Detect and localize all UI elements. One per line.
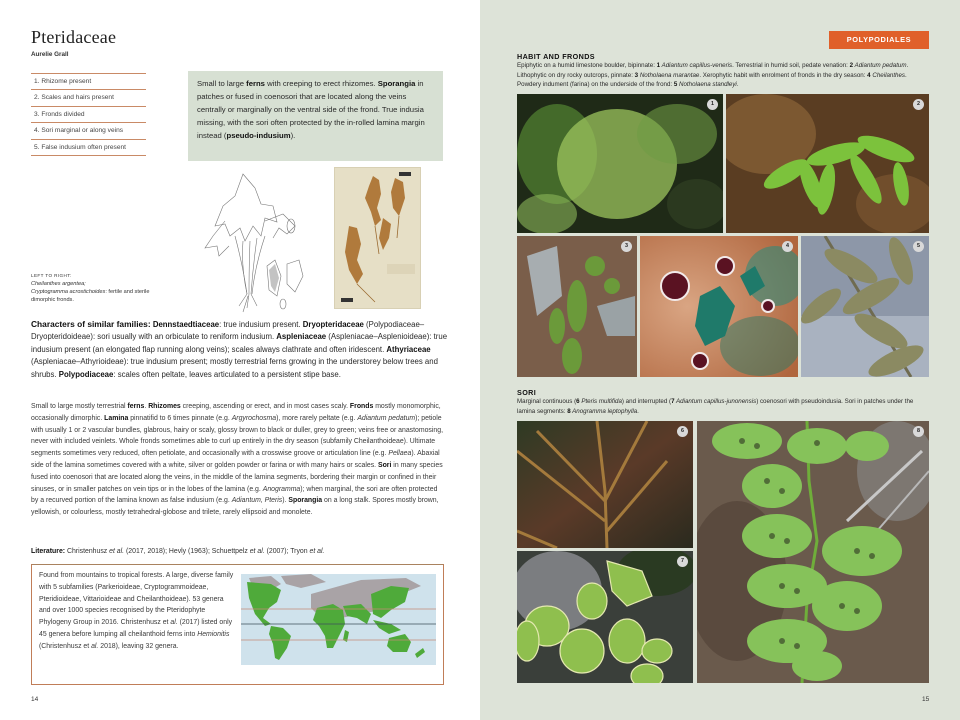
photo-3-notholaena-marantae (517, 236, 637, 377)
botanical-line-drawing (195, 166, 323, 314)
habit-caption: Epiphytic on a humid limestone boulder, bipinnate: 1 Adiantum capillus-veneris. Terrestrial in humid soil, pedate venation: 2 Adiantum pedatum. Lithophytic on dry rocky outcrops, pinnate: 3 Notholaena marantae. Xerophytic habit with enrolment of fronds in the dry season: 4 Cheilanthes. Powdery indument (farina) on the underside of the frond: 5 Notholaena standleyi. (517, 62, 909, 89)
photo-number-badge: 7 (677, 556, 688, 567)
figure-caption: LEFT TO RIGHT: Cheilanthes argentea; Cryptogramma acrostichoides: fertile and sterile dimorphic fronds. (31, 273, 150, 303)
author-name: Aurelie Grall (31, 51, 69, 58)
page-number-left: 14 (31, 696, 39, 703)
photo-number-badge: 3 (621, 241, 632, 252)
character-item: 5. False indusium often present (31, 140, 146, 156)
photo-number-badge: 1 (707, 99, 718, 110)
literature-references: Literature: Christenhusz et al. (2017, 2018); Hevly (1963); Schuettpelz et al. (2007); Tryon et al. (31, 548, 325, 555)
photo-number-badge: 6 (677, 426, 688, 437)
distribution-box (31, 564, 444, 685)
photo-number-badge: 8 (913, 426, 924, 437)
photo-6-pteris-multifida (517, 421, 693, 548)
photo-8-anogramma-leptophylla (697, 421, 929, 683)
photo-1-adiantum-capillus-veneris (517, 94, 723, 233)
herbarium-specimen-image (334, 167, 421, 309)
photo-number-badge: 5 (913, 241, 924, 252)
summary-box: Small to large ferns with creeping to erect rhizomes. Sporangia in patches or fused in coenosori that are located along the veins centrally or marginally on the ventral side of the frond. True indusia missing, with the sori often protected by the in-rolled lamina margin instead (pseudo-indusium). (188, 71, 443, 161)
photo-4-cheilanthes (640, 236, 798, 377)
character-item: 3. Fronds divided (31, 107, 146, 123)
character-item: 1. Rhizome present (31, 74, 146, 90)
photo-7-adiantum-capillus-junonensis (517, 551, 693, 683)
family-title: Pteridaceae (31, 27, 117, 47)
page-number-right: 15 (922, 696, 930, 703)
habit-heading: HABIT AND FRONDS (517, 52, 596, 61)
character-item: 4. Sori marginal or along veins (31, 123, 146, 139)
order-tag: POLYPODIALES (829, 31, 929, 49)
character-item: 2. Scales and hairs present (31, 90, 146, 106)
sori-caption: Marginal continuous (6 Pteris multifida) and interrupted (7 Adiantum capillus-junonensis) coenosori with pseudoindusia. Sori in patches under the lamina segments: 8 Anogramma leptophylla. (517, 398, 914, 415)
photo-2-adiantum-pedatum (726, 94, 929, 233)
distribution-text: Found from mountains to tropical forests. A large, diverse family with 5 subfamilies (Parkerioideae, Cryptogrammoideae, Pteridioideae, Vittarioideae and Cheilanthoideae). 53 genera and over 1000 species recognised by the Pteridophyte Phylogeny Group in 2016. Christenhusz et al. (2017) listed only 45 genera before lumping all cheilanthoid ferns into Hemionitis (Christenhusz et al. 2018), leaving 32 genera. (39, 572, 234, 650)
world-distribution-map (241, 574, 436, 665)
characters-list (31, 73, 146, 156)
photo-number-badge: 2 (913, 99, 924, 110)
photo-number-badge: 4 (782, 241, 793, 252)
photo-5-notholaena-standleyi (801, 236, 929, 377)
description-paragraph: Small to large mostly terrestrial ferns. Rhizomes creeping, ascending or erect, and in most cases scaly. Fronds mostly monomorphic, occasionally dimorphic. Lamina pinnatifid to 6 times pinnate (e.g. Argyrochosma), more rarely peltate (e.g. Adiantum pedatum); petiole with usually 1 or 2 vascular bundles, glabrous, hairy or scaly, glossy brown to black or duller, grey to green; veins free or anastomosing, never with included veinlets. Whole fronds sometimes able to curl up entirely in the dry season (subfamily Cheilanthoideae). Ultimate segments sometimes very reduced, often petiolate, and occasionally with a crosswise groove or articulation line (e.g. Pellaea). Abaxial side of the lamina sometimes covered with a white, silver or golden powder or farina or with many hairs or scales. Sori in many species fused into coenosori that are located along the veins, in the middle of the lamina segments, bordering their margin or confined in their sinuses, or in smaller patches on vein tips or in the lobes of the lamina (e.g. Anogramma); when marginal, the sori are often protected by a recurved portion of the lamina known as false indusium (e.g. Adiantum, Pteris). Sporangia on a long stalk. Spores mostly brown, yellowish, or colourless, mostly tetrahedral-globose and trilete, rarely ellipsoid and monolete. (31, 403, 443, 517)
similar-families-paragraph: Characters of similar families: Dennstaedtiaceae: true indusium present. Dryopteridaceae (Polypodiaceae–Dryopteridoideae): sori usually with an orbiculate to reniform indusium. Aspleniaceae (Aspleniacae–Asplenioideae): true indusium present (an elongated flap running along veins); scales always clathrate and often iridescent. Athyriaceae (Aspleniacae–Athyrioideae): true indusium present; mostly terrestrial ferns growing in the understorey below trees and shrubs. Polypodiaceae: scales often peltate, leaves articulated to a persistent stipe base. (31, 319, 448, 379)
sori-heading: SORI (517, 388, 537, 397)
